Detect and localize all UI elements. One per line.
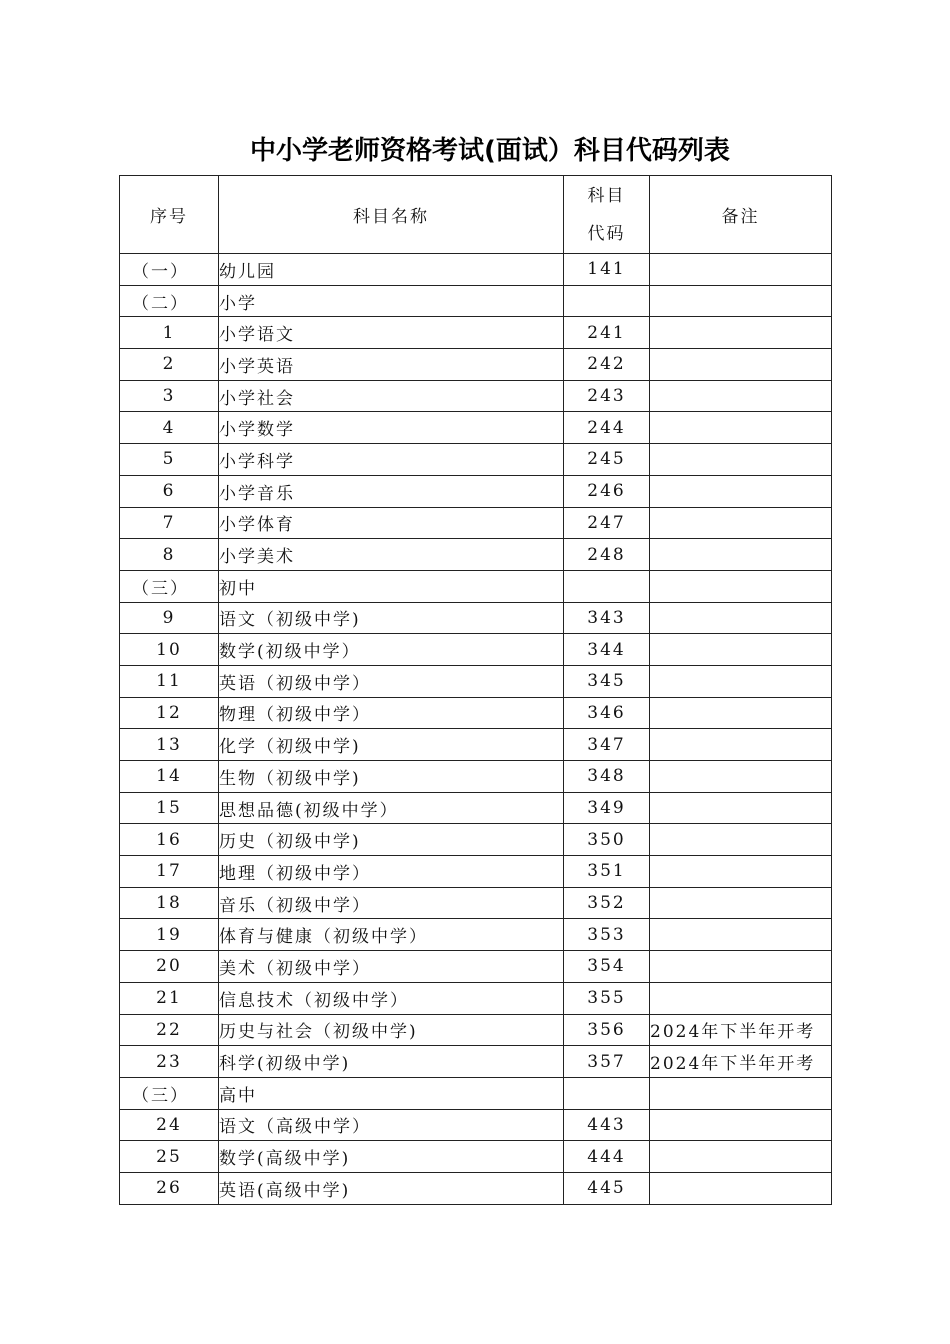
cell-subject-name: 英语（初级中学）: [219, 665, 564, 697]
table-row: [120, 982, 832, 1014]
table-row: [120, 317, 832, 349]
cell-subject-name: 小学美术: [219, 539, 564, 571]
cell-subject-name: 英语(高级中学): [219, 1172, 564, 1204]
cell-note: 2024年下半年开考: [650, 1014, 832, 1046]
cell-subject-code: 355: [564, 982, 650, 1014]
table-row: [120, 856, 832, 888]
cell-subject-code: 243: [564, 380, 650, 412]
cell-subject-name: 地理（初级中学）: [219, 856, 564, 888]
cell-subject-code: 350: [564, 824, 650, 856]
cell-subject-name: 语文（初级中学): [219, 602, 564, 634]
cell-subject-name: 小学音乐: [219, 475, 564, 507]
table-row: [120, 919, 832, 951]
cell-note: [650, 602, 832, 634]
cell-seq: 11: [120, 665, 219, 697]
cell-note: [650, 1109, 832, 1141]
cell-seq: 12: [120, 697, 219, 729]
table-row: [120, 951, 832, 983]
cell-subject-code: 141: [564, 254, 650, 286]
cell-note: [650, 317, 832, 349]
cell-note: [650, 887, 832, 919]
table-header-row: [120, 176, 832, 254]
cell-note: [650, 507, 832, 539]
header-subject-code: [564, 176, 650, 254]
cell-subject-code: 242: [564, 349, 650, 381]
cell-subject-name: 小学数学: [219, 412, 564, 444]
cell-subject-code: 345: [564, 665, 650, 697]
cell-seq: 21: [120, 982, 219, 1014]
cell-subject-code: 348: [564, 761, 650, 793]
cell-seq: 2: [120, 349, 219, 381]
table-row: [120, 761, 832, 793]
table-body: [120, 254, 832, 1205]
cell-seq: 25: [120, 1141, 219, 1173]
cell-seq: 4: [120, 412, 219, 444]
header-code-line2: 代码: [587, 223, 626, 244]
cell-subject-name: 小学科学: [219, 444, 564, 476]
cell-seq: （一）: [120, 254, 219, 286]
cell-seq: 8: [120, 539, 219, 571]
table-row: [120, 887, 832, 919]
cell-note: [650, 570, 832, 602]
cell-subject-name: 高中: [219, 1077, 564, 1109]
cell-note: [650, 475, 832, 507]
table-row: [120, 1141, 832, 1173]
cell-subject-name: 音乐（初级中学）: [219, 887, 564, 919]
cell-subject-code: 356: [564, 1014, 650, 1046]
table-row: [120, 507, 832, 539]
cell-subject-code: 352: [564, 887, 650, 919]
cell-subject-name: 生物（初级中学): [219, 761, 564, 793]
cell-seq: （二）: [120, 285, 219, 317]
cell-note: [650, 285, 832, 317]
cell-subject-code: 246: [564, 475, 650, 507]
header-code-line1: 科目: [587, 185, 626, 206]
cell-subject-name: 科学(初级中学): [219, 1046, 564, 1078]
cell-note: [650, 697, 832, 729]
header-seq: 序号: [120, 176, 219, 254]
cell-seq: 5: [120, 444, 219, 476]
cell-subject-code: 444: [564, 1141, 650, 1173]
header-note: 备注: [650, 176, 832, 254]
cell-subject-name: 美术（初级中学）: [219, 951, 564, 983]
table-row: [120, 412, 832, 444]
cell-seq: 6: [120, 475, 219, 507]
table-row: [120, 1014, 832, 1046]
cell-seq: 24: [120, 1109, 219, 1141]
cell-subject-code: 347: [564, 729, 650, 761]
cell-seq: 17: [120, 856, 219, 888]
cell-subject-code: 353: [564, 919, 650, 951]
table-row: [120, 1046, 832, 1078]
table-group-row: [120, 570, 832, 602]
cell-subject-code: [564, 285, 650, 317]
table-row: [120, 475, 832, 507]
cell-note: [650, 380, 832, 412]
cell-note: [650, 665, 832, 697]
cell-subject-name: 数学(初级中学）: [219, 634, 564, 666]
cell-seq: 14: [120, 761, 219, 793]
cell-note: [650, 634, 832, 666]
cell-note: [650, 1172, 832, 1204]
cell-seq: 3: [120, 380, 219, 412]
cell-subject-name: 小学社会: [219, 380, 564, 412]
cell-subject-code: 445: [564, 1172, 650, 1204]
cell-subject-code: 346: [564, 697, 650, 729]
table-row: [120, 729, 832, 761]
cell-note: [650, 1141, 832, 1173]
table-row: [120, 697, 832, 729]
cell-seq: 19: [120, 919, 219, 951]
cell-note: [650, 856, 832, 888]
page-title: 中小学老师资格考试(面试）科目代码列表: [250, 136, 730, 166]
cell-note: [650, 729, 832, 761]
cell-seq: 13: [120, 729, 219, 761]
cell-subject-name: 物理（初级中学）: [219, 697, 564, 729]
cell-subject-code: 245: [564, 444, 650, 476]
cell-subject-code: 443: [564, 1109, 650, 1141]
cell-subject-name: 化学（初级中学): [219, 729, 564, 761]
cell-subject-code: 244: [564, 412, 650, 444]
cell-subject-name: 语文（高级中学）: [219, 1109, 564, 1141]
table-group-row: [120, 1077, 832, 1109]
table-row: [120, 824, 832, 856]
cell-seq: 10: [120, 634, 219, 666]
cell-subject-code: 344: [564, 634, 650, 666]
cell-note: [650, 792, 832, 824]
table-group-row: [120, 285, 832, 317]
cell-seq: 15: [120, 792, 219, 824]
cell-subject-code: 247: [564, 507, 650, 539]
cell-subject-code: 241: [564, 317, 650, 349]
cell-subject-code: 357: [564, 1046, 650, 1078]
header-subject-name: 科目名称: [219, 176, 564, 254]
cell-subject-name: 信息技术（初级中学）: [219, 982, 564, 1014]
cell-seq: 7: [120, 507, 219, 539]
cell-note: [650, 982, 832, 1014]
cell-subject-name: 小学体育: [219, 507, 564, 539]
cell-subject-name: 历史（初级中学): [219, 824, 564, 856]
cell-note: [650, 539, 832, 571]
table-row: [120, 665, 832, 697]
cell-seq: 26: [120, 1172, 219, 1204]
cell-subject-name: 数学(高级中学): [219, 1141, 564, 1173]
table-row: [120, 602, 832, 634]
cell-seq: （三）: [120, 570, 219, 602]
cell-subject-code: [564, 570, 650, 602]
cell-note: [650, 919, 832, 951]
table-row: [120, 380, 832, 412]
cell-note: [650, 349, 832, 381]
cell-subject-name: 小学英语: [219, 349, 564, 381]
cell-seq: （三）: [120, 1077, 219, 1109]
cell-subject-code: 343: [564, 602, 650, 634]
cell-subject-name: 思想品德(初级中学）: [219, 792, 564, 824]
cell-subject-code: 248: [564, 539, 650, 571]
cell-seq: 1: [120, 317, 219, 349]
cell-subject-name: 小学语文: [219, 317, 564, 349]
table-row: [120, 634, 832, 666]
cell-note: [650, 1077, 832, 1109]
cell-subject-name: 体育与健康（初级中学）: [219, 919, 564, 951]
cell-note: [650, 824, 832, 856]
cell-subject-name: 历史与社会（初级中学): [219, 1014, 564, 1046]
table-group-row: [120, 254, 832, 286]
cell-seq: 22: [120, 1014, 219, 1046]
cell-subject-name: 小学: [219, 285, 564, 317]
cell-subject-name: 幼儿园: [219, 254, 564, 286]
cell-subject-code: 349: [564, 792, 650, 824]
cell-seq: 16: [120, 824, 219, 856]
subject-code-table: [119, 175, 832, 1205]
cell-note: [650, 761, 832, 793]
table-row: [120, 349, 832, 381]
cell-subject-code: 351: [564, 856, 650, 888]
cell-note: 2024年下半年开考: [650, 1046, 832, 1078]
cell-subject-code: [564, 1077, 650, 1109]
cell-note: [650, 254, 832, 286]
table-row: [120, 1172, 832, 1204]
cell-seq: 18: [120, 887, 219, 919]
table-row: [120, 792, 832, 824]
table-row: [120, 539, 832, 571]
cell-seq: 23: [120, 1046, 219, 1078]
cell-seq: 9: [120, 602, 219, 634]
cell-note: [650, 444, 832, 476]
table-row: [120, 444, 832, 476]
table-row: [120, 1109, 832, 1141]
cell-subject-code: 354: [564, 951, 650, 983]
cell-note: [650, 951, 832, 983]
cell-subject-name: 初中: [219, 570, 564, 602]
cell-seq: 20: [120, 951, 219, 983]
cell-note: [650, 412, 832, 444]
